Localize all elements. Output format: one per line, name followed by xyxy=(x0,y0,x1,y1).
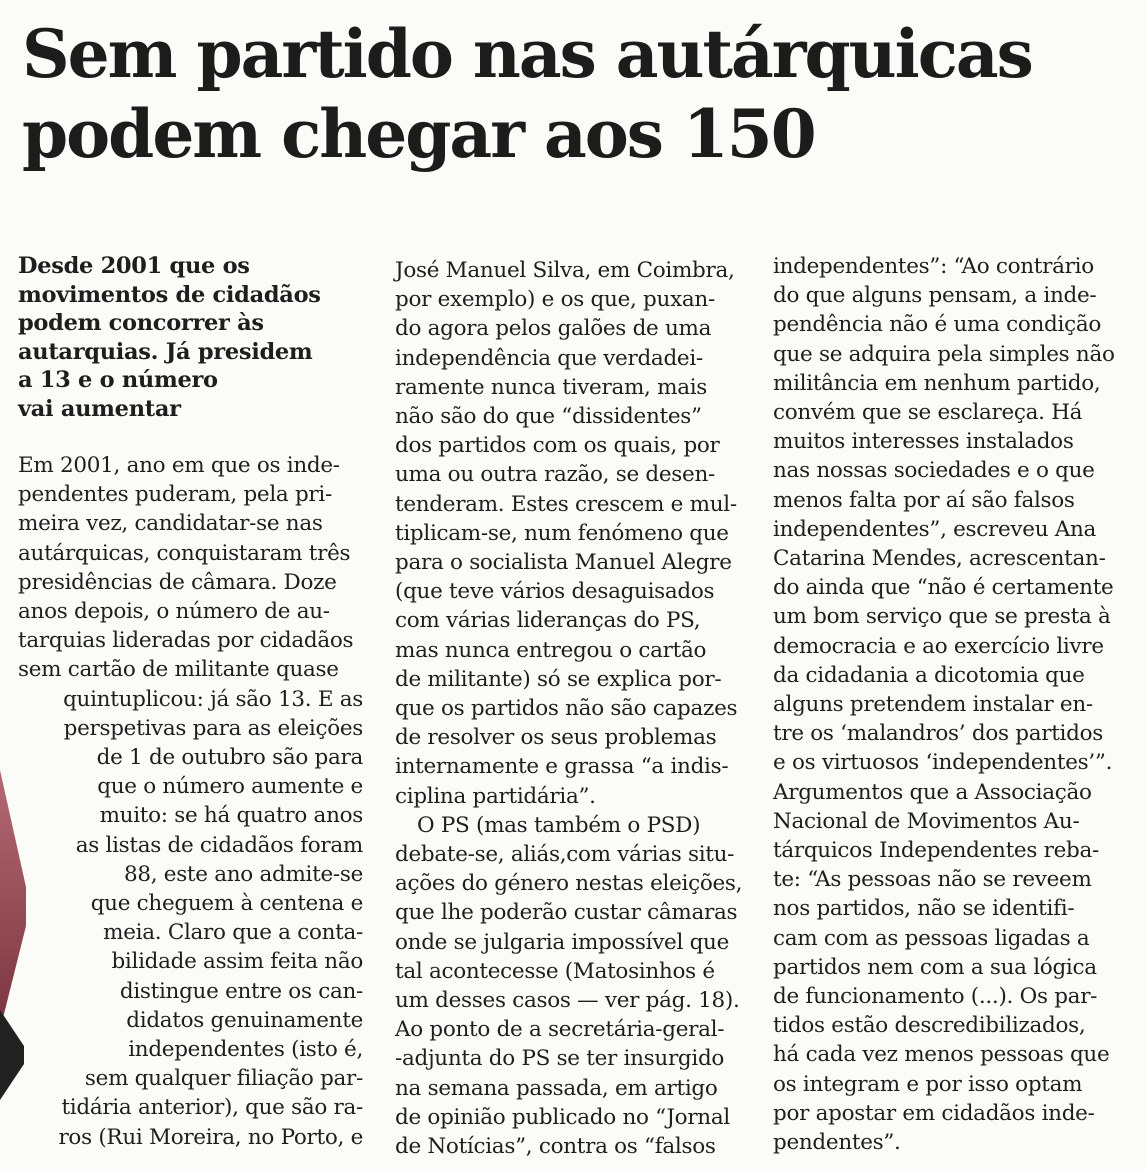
text-line: te: “As pessoas não se reveem xyxy=(773,867,1092,893)
column-2 xyxy=(395,256,745,1161)
headline-line-1: Sem partido nas autárquicas xyxy=(22,15,1032,93)
text-line: menos falta por aí são falsos xyxy=(773,487,1075,513)
text-line: perspetivas para as eleições xyxy=(63,715,363,741)
text-line: os integram e por isso optam xyxy=(773,1071,1083,1097)
text-line: onde se julgaria impossível que xyxy=(395,929,730,955)
text-line: que lhe poderão custar câmaras xyxy=(395,900,738,926)
text-line: um bom serviço que se presta à xyxy=(773,604,1111,630)
text-line: sem cartão de militante quase xyxy=(18,657,339,683)
text-line: por exemplo) e os que, puxan- xyxy=(395,287,715,313)
text-line: pendentes puderam, pela pri- xyxy=(18,482,332,508)
text-line: meia. Claro que a conta- xyxy=(103,920,363,946)
text-line: da cidadania a dicotomia que xyxy=(773,662,1085,688)
text-line: de 1 de outubro são para xyxy=(96,745,363,771)
text-line: presidências de câmara. Doze xyxy=(18,569,337,595)
text-line: nos partidos, não se identifi- xyxy=(773,896,1075,922)
lead-line: movimentos de cidadãos xyxy=(18,281,321,308)
text-line: distingue entre os can- xyxy=(119,978,363,1004)
text-line: -adjunta do PS se ter insurgido xyxy=(395,1046,725,1072)
text-line: democracia e ao exercício livre xyxy=(773,633,1104,659)
text-line: tarquias lideradas por cidadãos xyxy=(18,628,354,654)
text-line: pendentes”. xyxy=(773,1130,901,1156)
text-line: uma ou outra razão, se desen- xyxy=(395,462,715,488)
text-line: tárquicos Independentes reba- xyxy=(773,838,1099,864)
text-line: anos depois, o número de au- xyxy=(18,599,330,625)
text-line: não são do que “dissidentes” xyxy=(395,404,702,430)
text-line: as listas de cidadãos foram xyxy=(75,832,363,858)
text-line: por apostar em cidadãos inde- xyxy=(773,1100,1095,1126)
text-line: convém que se esclareça. Há xyxy=(773,400,1083,426)
text-line: há cada vez menos pessoas que xyxy=(773,1042,1110,1068)
text-line: na semana passada, em artigo xyxy=(395,1075,718,1101)
text-line: autárquicas, conquistaram três xyxy=(18,540,351,566)
text-line: que o número aumente e xyxy=(97,774,363,800)
text-line: com várias lideranças do PS, xyxy=(395,608,701,634)
text-line: independência que verdadei- xyxy=(395,345,703,371)
lead-paragraph xyxy=(18,252,363,423)
lead-line: podem concorrer às xyxy=(18,310,264,336)
text-line: dos partidos com os quais, por xyxy=(395,433,720,459)
text-line: tiplicam-se, num fenómeno que xyxy=(395,520,729,546)
text-line: Catarina Mendes, acrescentan- xyxy=(773,546,1106,572)
text-line: Argumentos que a Associação xyxy=(773,779,1092,805)
text-line: pendência não é uma condição xyxy=(773,312,1101,338)
text-line: de militante) só se explica por- xyxy=(395,666,722,692)
text-line: de Notícias”, contra os “falsos xyxy=(395,1134,716,1160)
text-line: de resolver os seus problemas xyxy=(395,725,717,751)
lead-line: Desde 2001 que os xyxy=(18,253,250,279)
text-line: que os partidos não são capazes xyxy=(395,696,738,722)
lead-line: vai aumentar xyxy=(18,395,181,422)
text-line: mas nunca entregou o cartão xyxy=(395,637,707,663)
text-line: do agora pelos galões de uma xyxy=(395,316,712,342)
text-line: Ao ponto de a secretária-geral- xyxy=(395,1017,725,1043)
text-line: ações do género nestas eleições, xyxy=(395,871,743,897)
text-line: muitos interesses instalados xyxy=(773,429,1074,455)
text-line: independentes”: “Ao contrário xyxy=(773,254,1094,279)
text-line: militância em nenhum partido, xyxy=(773,370,1101,396)
text-line: para o socialista Manuel Alegre xyxy=(395,550,732,576)
text-line: Nacional de Movimentos Au- xyxy=(773,808,1080,834)
text-line: sem qualquer filiação par- xyxy=(84,1066,363,1092)
column-3 xyxy=(773,252,1125,1157)
text-line: José Manuel Silva, em Coimbra, xyxy=(395,258,735,283)
lead-line: autarquias. Já presidem xyxy=(18,338,313,365)
lead-line: a 13 e o número xyxy=(18,367,218,393)
text-line: ciplina partidária”. xyxy=(395,783,596,809)
text-line: quintuplicou: já são 13. E as xyxy=(63,686,363,712)
column-1 xyxy=(18,252,363,1152)
text-line: do que alguns pensam, a inde- xyxy=(773,283,1097,309)
text-line: nas nossas sociedades e o que xyxy=(773,458,1095,484)
text-line: (que teve vários desaguisados xyxy=(395,579,715,605)
text-line: independentes (isto é, xyxy=(128,1037,363,1063)
text-line: didatos genuinamente xyxy=(126,1007,363,1033)
text-line: tidária anterior), que são ra- xyxy=(61,1095,363,1121)
text-line: de funcionamento (...). Os par- xyxy=(773,984,1098,1010)
text-line: partidos nem com a sua lógica xyxy=(773,954,1097,980)
text-line: muito: se há quatro anos xyxy=(99,803,363,829)
text-line: tal acontecesse (Matosinhos é xyxy=(395,958,715,984)
text-line: alguns pretendem instalar en- xyxy=(773,692,1093,718)
text-line: um desses casos — ver pág. 18). xyxy=(395,988,740,1014)
text-line: de opinião publicado no “Jornal xyxy=(395,1104,730,1130)
text-line: tenderam. Estes crescem e mul- xyxy=(395,491,737,517)
column-1-body xyxy=(18,451,363,1152)
text-line: 88, este ano admite-se xyxy=(123,861,363,887)
text-line: ros (Rui Moreira, no Porto, e xyxy=(58,1124,363,1150)
text-line: tre os ‘malandros’ dos partidos xyxy=(773,721,1103,747)
text-line: tidos estão descredibilizados, xyxy=(773,1013,1086,1039)
text-line: ramente nunca tiveram, mais xyxy=(395,374,708,400)
text-line: bilidade assim feita não xyxy=(111,949,363,975)
text-line: que se adquira pela simples não xyxy=(773,341,1115,367)
text-line: do ainda que “não é certamente xyxy=(773,575,1114,601)
text-line: cam com as pessoas ligadas a xyxy=(773,925,1090,951)
text-line: debate-se, aliás,com várias situ- xyxy=(395,842,735,868)
text-line: O PS (mas também o PSD) xyxy=(417,812,701,838)
headline-line-2: podem chegar aos 150 xyxy=(22,95,815,173)
text-line: e os virtuosos ‘independentes’”. xyxy=(773,750,1113,776)
text-line: meira vez, candidatar-se nas xyxy=(18,511,323,537)
text-line: independentes”, escreveu Ana xyxy=(773,516,1097,542)
text-line: Em 2001, ano em que os inde- xyxy=(18,453,340,478)
headline xyxy=(22,14,1132,174)
text-line: que cheguem à centena e xyxy=(90,891,363,917)
text-line: internamente e grassa “a indis- xyxy=(395,754,729,780)
